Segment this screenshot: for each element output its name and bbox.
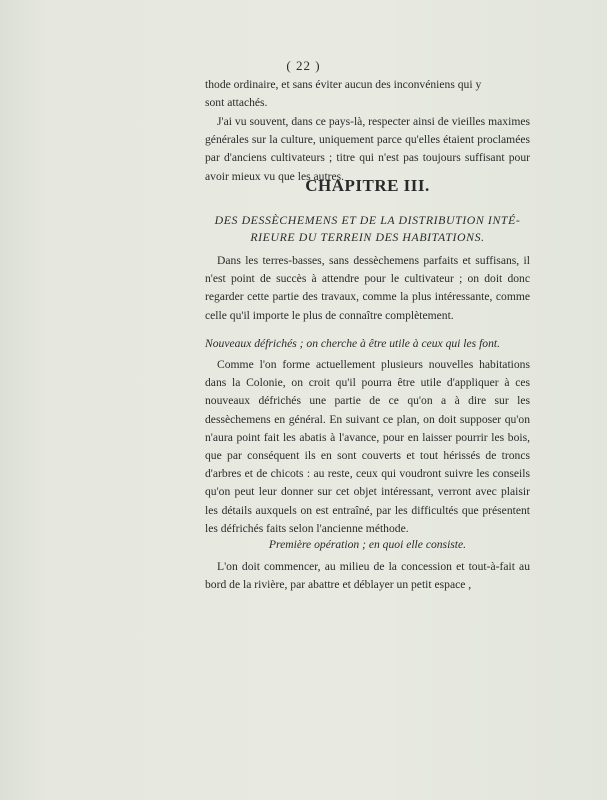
chapter-subtitle	[205, 212, 530, 246]
section-heading-nouveaux: Nouveaux défrichés ; on cherche à être utile à ceux qui les font.	[205, 337, 501, 350]
paragraph-habitations-block	[205, 356, 530, 538]
paragraph-commencer: L'on doit commencer, au milieu de la concession et tout-à-fait au bord de la rivière, par abattre et déblayer un petit espace ,	[205, 560, 530, 592]
section-heading-premiere: Première opération ; en quoi elle consiste.	[268, 538, 467, 551]
continuation-line-1: thode ordinaire, et sans éviter aucun des inconvéniens qui y	[205, 78, 482, 91]
paragraph-habitations: Comme l'on forme actuellement plusieurs nouvelles habitations dans la Colonie, on croit qu'il pourra être utile d'appliquer à ces nouveaux défrichés une partie de ce qu'on a à dire sur les dessèchemens en général. En suivant ce plan, on doit supposer qu'on n'aura point fait les abatis à l'avance, pour en laisser pourrir les bois, que par conséquent ils en sont couverts et tout hérissés de troncs d'arbres et de chicots : au reste, ceux qui voudront suivre les conseils qu'on peut leur donner sur cet objet intéressant, verront avec plaisir les détails auxquels on est entraîné, par les difficultés que présentent les défrichés faits selon l'ancienne méthode.	[205, 358, 530, 535]
page-number: ( 22 )	[286, 58, 321, 73]
chapter-title: CHAPITRE III.	[305, 176, 430, 195]
paragraph-terres-basses: Dans les terres-basses, sans dessèchemens parfaits et suffisans, il n'est point de succès à attendre pour le cultivateur ; on doit donc regarder cette partie des travaux, comme la plus intéressante, comme celle qu'il importe le plus de connaître complètement.	[205, 254, 530, 322]
paragraph-maximes-block	[205, 113, 530, 186]
paragraph-terres-basses-block	[205, 252, 530, 325]
paragraph-maximes: J'ai vu souvent, dans ce pays-là, respecter ainsi de vieilles maximes générales sur la culture, uniquement parce qu'elles étaient proclamées par d'anciens cultivateurs ; titre qui n'est pas toujours suffisant pour avoir mieux vu que les autres.	[205, 115, 530, 183]
chapter-subtitle-line-1: DES DESSÈCHEMENS ET DE LA DISTRIBUTION INTÉ-	[214, 213, 521, 227]
chapter-subtitle-line-2: RIEURE DU TERREIN DES HABITATIONS.	[250, 230, 485, 244]
continuation-line-2: sont attachés.	[205, 96, 268, 110]
continuation-text	[205, 76, 530, 112]
paragraph-commencer-block	[205, 558, 530, 594]
